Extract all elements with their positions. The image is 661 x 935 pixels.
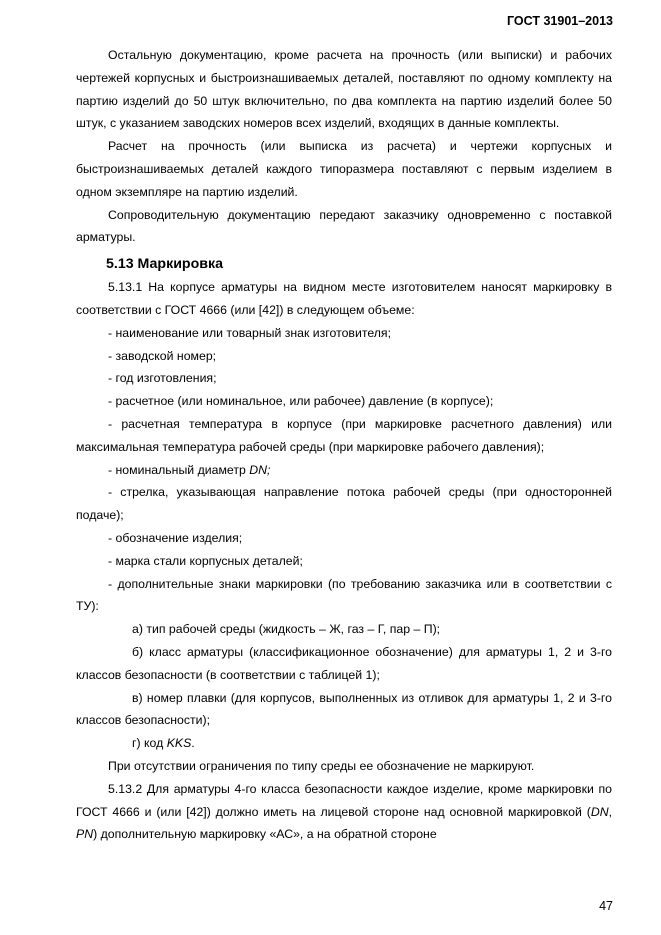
list-item: - дополнительные знаки маркировки (по требованию заказчика или в соответствии с ТУ):	[76, 576, 612, 614]
paragraph: Остальную документацию, кроме расчета на прочность (или выписки) и рабочих чертежей корпусных и быстроизнашиваемых деталей, поставляют по одному комплекту на партию изделий до 50 штук включительно, по два комплекта на партию изделий более 50 штук, с указанием заводских номеров всех изделий, входящих в данные комплекты.	[76, 48, 612, 131]
paragraph-text: 5.13.2 Для арматуры 4-го класса безопасности каждое изделие, кроме маркировки по ГОСТ 4666 и (или [42]) должно иметь на лицевой стороне над основной маркировкой (	[76, 781, 612, 819]
dn-symbol: DN;	[249, 462, 271, 477]
kks-code: KKS	[166, 736, 192, 751]
paragraph: При отсутствии ограничения по типу среды ее обозначение не маркируют.	[108, 758, 535, 773]
list-item: - расчетное (или номинальное, или рабочее) давление (в корпусе);	[108, 394, 494, 409]
list-item: - год изготовления;	[108, 371, 217, 386]
document-header: ГОСТ 31901–2013	[507, 14, 613, 28]
list-item: - стрелка, указывающая направление потока рабочей среды (при односторонней подаче);	[76, 485, 612, 523]
section-heading: 5.13 Маркировка	[106, 256, 223, 273]
separator: ,	[608, 804, 612, 819]
document-body	[76, 44, 612, 846]
page-number: 47	[599, 899, 613, 913]
pn-symbol: PN	[76, 827, 94, 842]
paragraph: Сопроводительную документацию передают заказчику одновременно с поставкой арматуры.	[76, 207, 612, 245]
sub-list-item	[76, 732, 612, 755]
list-item: - заводской номер;	[108, 348, 217, 363]
paragraph: 5.13.1 На корпусе арматуры на видном месте изготовителем наносят маркировку в соответствии с ГОСТ 4666 (или [42]) в следующем объеме:	[76, 280, 612, 317]
paragraph-text: ) дополнительную маркировку «АС», а на обратной стороне	[93, 827, 437, 842]
punctuation: .	[191, 736, 195, 751]
list-item-text: - номинальный диаметр	[108, 462, 250, 477]
paragraph: Расчет на прочность (или выписка из расчета) и чертежи корпусных и быстроизнашиваемых деталей каждого типоразмера поставляют с первым изделием в одном экземпляре на партию изделий.	[76, 139, 612, 199]
list-item	[76, 459, 612, 482]
list-item: - обозначение изделия;	[108, 530, 243, 545]
dn-symbol: DN	[590, 804, 609, 819]
list-item: - марка стали корпусных деталей;	[108, 553, 303, 568]
sub-list-item: б) класс арматуры (классификационное обозначение) для арматуры 1, 2 и 3-го классов безопасности (в соответствии с таблицей 1);	[76, 644, 612, 682]
list-item: - расчетная температура в корпусе (при маркировке расчетного давления) или максимальная температура рабочей среды (при маркировке рабочего давления);	[76, 416, 612, 454]
sub-list-item-text: г) код	[132, 736, 167, 751]
paragraph	[76, 778, 612, 846]
sub-list-item: в) номер плавки (для корпусов, выполненных из отливок для арматуры 1, 2 и 3-го классов безопасности);	[76, 690, 612, 728]
list-item: - наименование или товарный знак изготовителя;	[108, 325, 391, 340]
sub-list-item: а) тип рабочей среды (жидкость – Ж, газ – Г, пар – П);	[132, 622, 441, 637]
